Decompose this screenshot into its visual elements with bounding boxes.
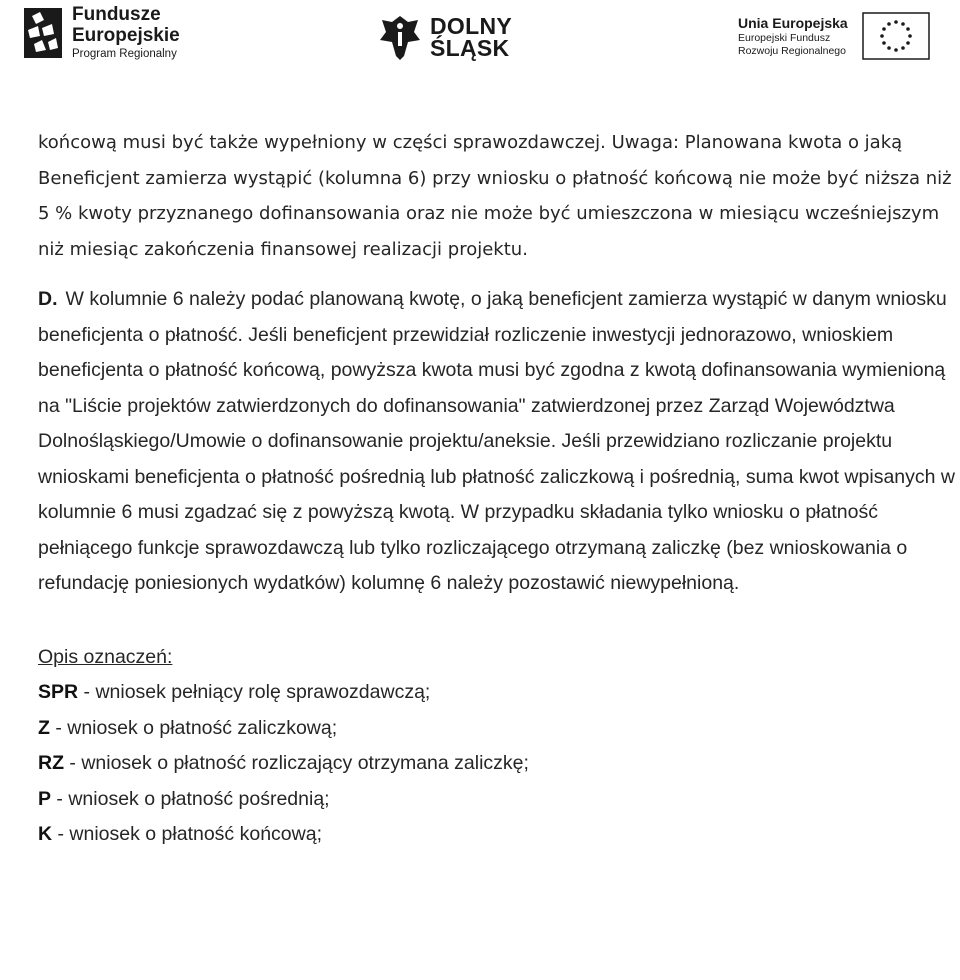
legend-desc: - wniosek o płatność zaliczkową;	[49, 716, 338, 739]
legend-desc: - wniosek o płatność końcową;	[52, 823, 322, 845]
fe-emblem-icon	[22, 6, 64, 60]
fundusze-europejskie-logo	[22, 4, 180, 62]
legend-item-p	[38, 782, 960, 818]
legend-code: SPR	[38, 681, 79, 703]
legend-code: RZ	[38, 752, 64, 774]
ue-logo-line2: Europejski Fundusz	[738, 32, 831, 44]
legend-code: Z	[38, 716, 50, 739]
fe-logo-line2: Europejskie	[72, 25, 180, 46]
fe-logo-line3: Program Regionalny	[72, 48, 177, 60]
legend-code: P	[38, 787, 52, 810]
legend-item-spr	[38, 675, 960, 711]
legend-desc: - wniosek o płatność rozliczający otrzymana zaliczkę;	[64, 752, 529, 774]
fe-logo-line1: Fundusze	[72, 4, 161, 25]
ds-logo-line1: DOLNY	[430, 13, 512, 39]
section-d-text: W kolumnie 6 należy podać planowaną kwotę, o jaką beneficjent zamierza wystąpić w danym wniosku beneficjenta o płatność. Jeśli beneficjent przewidział rozliczenie inwestycji jednorazowo, wnioskiem beneficjenta o płatność końcową, powyższa kwota musi być zgodna z kwotą dofinansowania wymienioną na "Liście projektów zatwierdzonych do dofinansowania" zatwierdzonej przez Zarząd Województwa Dolnośląskiego/Umowie o dofinansowanie projektu/aneksie. Jeśli przewidziano rozliczanie projektu wnioskami beneficjenta o płatność pośrednią lub płatność zaliczkową i pośrednią, suma kwot wpisanych w kolumnie 6 musi zgadzać się z powyższą kwotą. W przypadku składania tylko wniosku o płatność pełniącego funkcje sprawozdawczą lub tylko rozliczającego otrzymaną zaliczkę (bez wnioskowania o refundację poniesionych wydatków) kolumnę 6 należy pozostawić niewypełnioną.	[38, 288, 955, 594]
ue-logo-line1: Unia Europejska	[738, 15, 848, 31]
paragraph-continued: końcową musi być także wypełniony w części sprawozdawczej. Uwaga: Planowana kwota o jaką Beneficjent zamierza wystąpić (kolumna 6) przy wniosku o płatność końcową nie może być niższa niż 5 % kwoty przyznanego dofinansowania oraz nie może być umieszczona w miesiącu wcześniejszym niż miesiąc zakończenia finansowej realizacji projektu.	[38, 132, 952, 260]
eagle-crest-icon	[378, 12, 422, 62]
legend-code: K	[38, 823, 53, 845]
legend-desc: - wniosek pełniący rolę sprawozdawczą;	[78, 681, 431, 703]
legend-item-rz	[38, 746, 960, 782]
ue-logo-line3: Rozwoju Regionalnego	[738, 45, 846, 57]
legend	[38, 640, 960, 853]
section-d	[38, 282, 960, 602]
document-body	[38, 125, 960, 853]
ds-logo-line2: ŚLĄSK	[430, 35, 510, 61]
legend-item-k	[38, 817, 960, 853]
page-header	[0, 0, 960, 80]
legend-desc: - wniosek o płatność pośrednią;	[51, 787, 330, 810]
dolny-slask-logo	[378, 12, 512, 62]
legend-item-z	[38, 711, 960, 747]
eu-flag-icon	[862, 12, 930, 60]
unia-europejska-logo	[738, 12, 930, 60]
legend-title: Opis oznaczeń:	[38, 645, 173, 668]
section-d-label: D.	[38, 288, 58, 310]
